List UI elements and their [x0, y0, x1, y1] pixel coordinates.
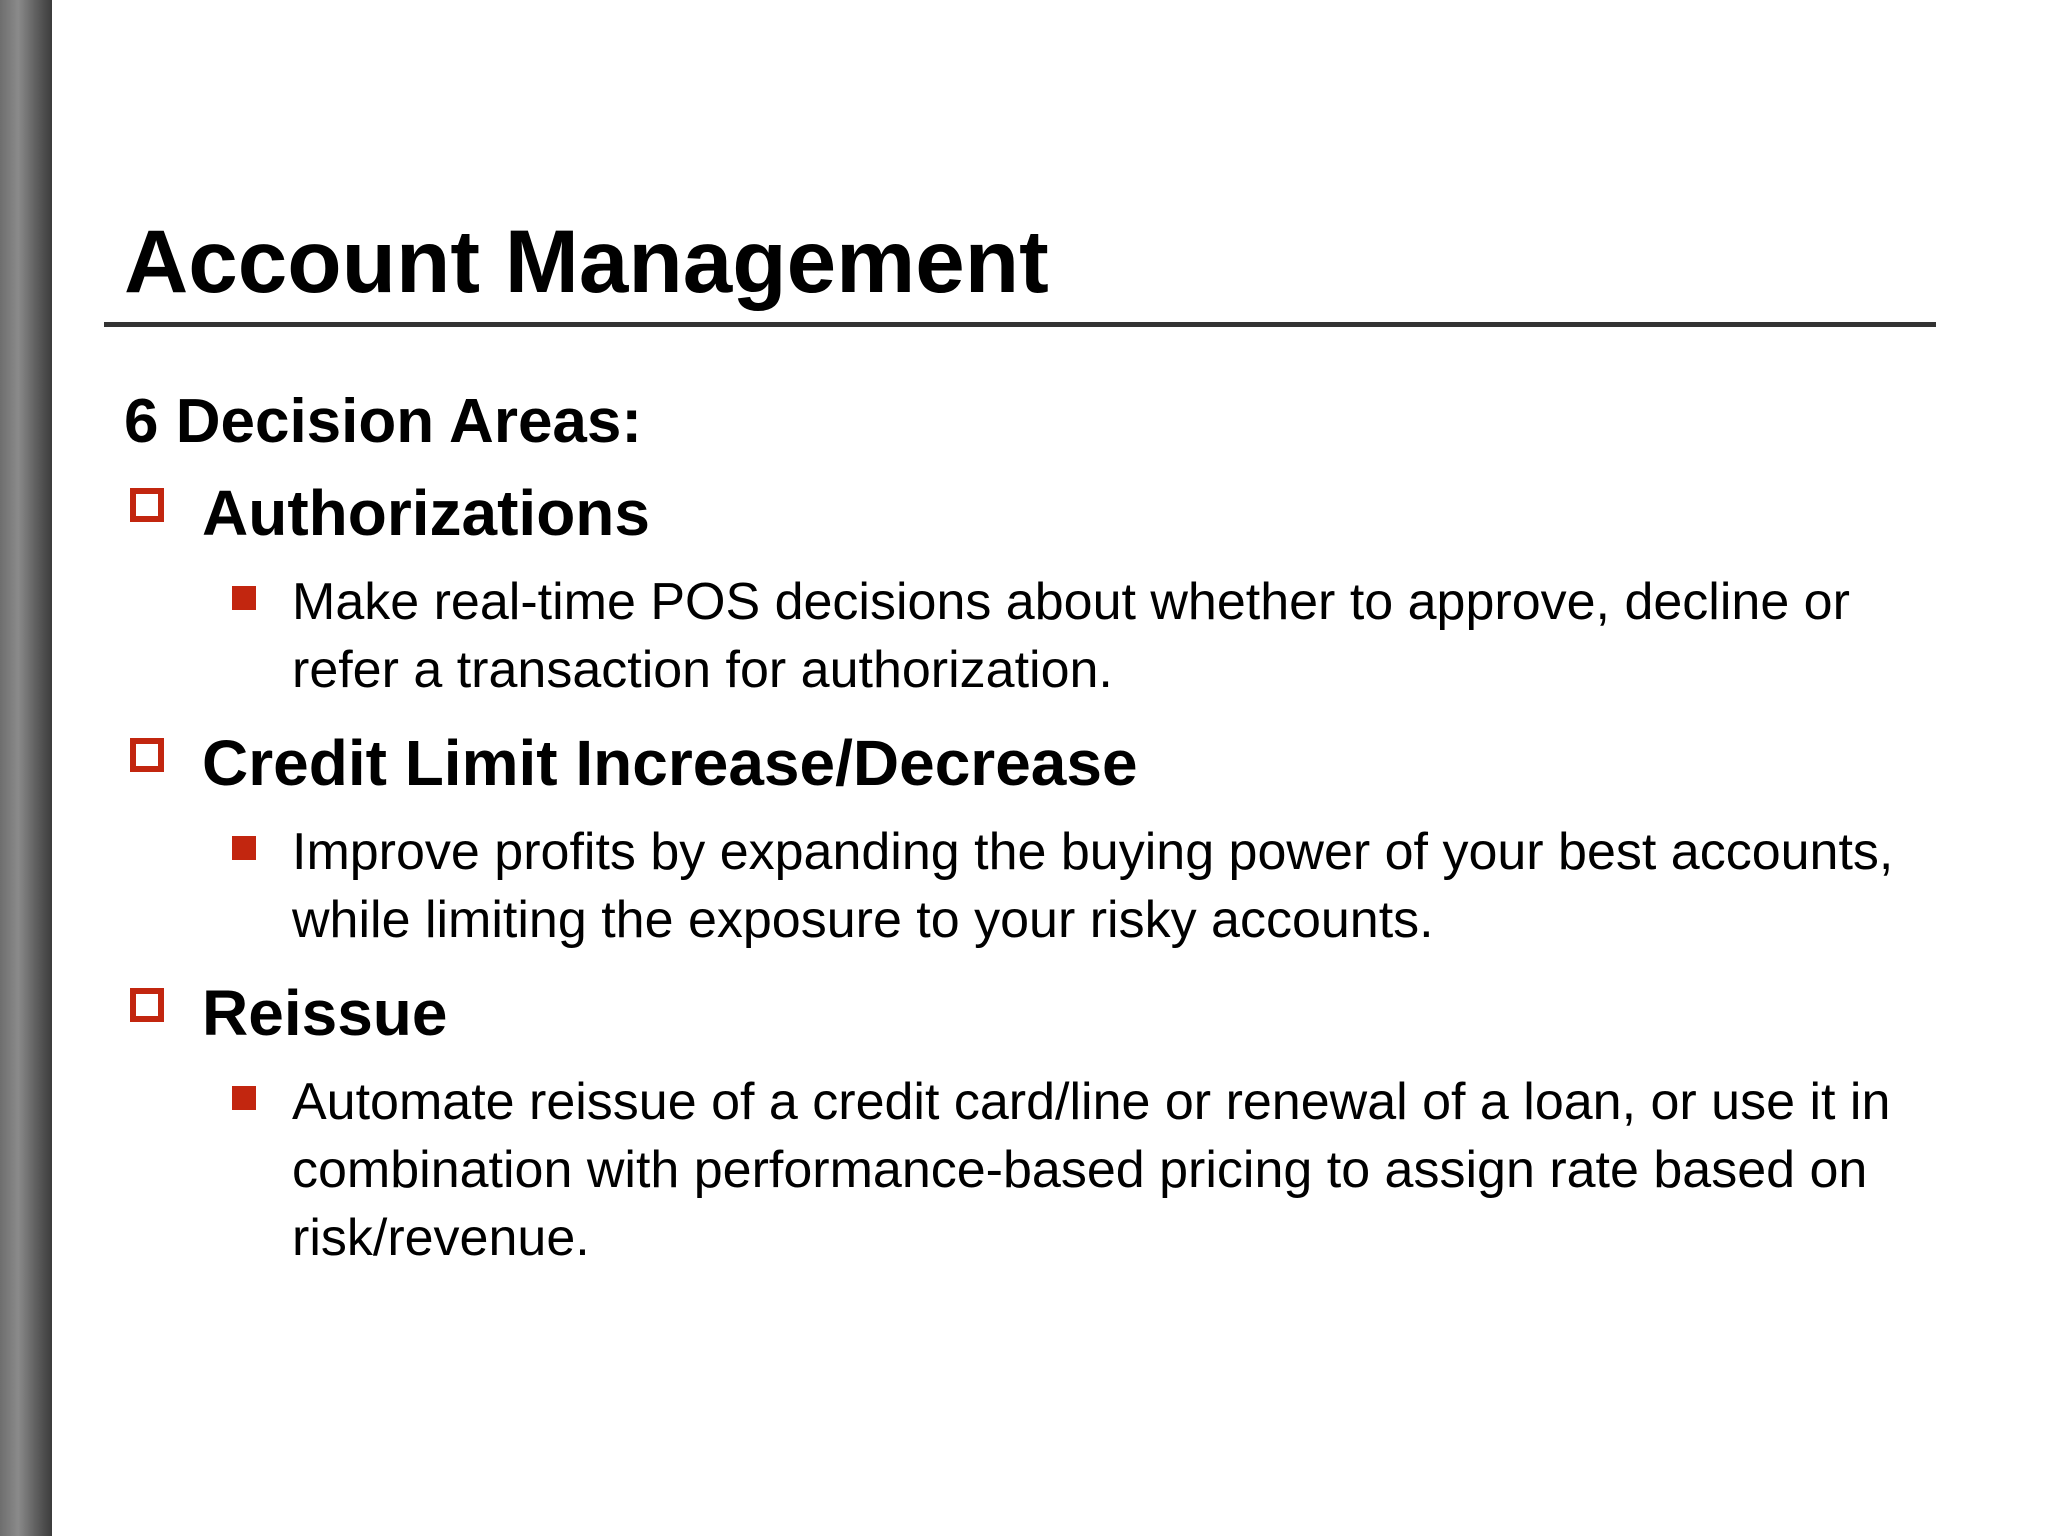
area-detail-authorizations: Make real-time POS decisions about whether to approve, decline or refer a transaction for authorization.	[292, 573, 1850, 699]
area-heading-authorizations: Authorizations	[202, 477, 650, 549]
filled-square-bullet-icon	[232, 1086, 256, 1110]
title-underline	[104, 322, 1936, 327]
hollow-square-bullet-icon	[130, 988, 164, 1022]
hollow-square-bullet-icon	[130, 738, 164, 772]
hollow-square-bullet-icon	[130, 488, 164, 522]
filled-square-bullet-icon	[232, 836, 256, 860]
side-bar-decoration	[0, 0, 52, 1536]
area-detail-credit-limit: Improve profits by expanding the buying power of your best accounts, while limiting the exposure to your risky accounts.	[292, 823, 1894, 949]
area-heading-credit-limit: Credit Limit Increase/Decrease	[202, 727, 1138, 799]
filled-square-bullet-icon	[232, 586, 256, 610]
slide-title: Account Management	[124, 211, 1049, 311]
slide-subtitle: 6 Decision Areas:	[124, 387, 643, 456]
area-detail-reissue: Automate reissue of a credit card/line or renewal of a loan, or use it in combination with performance-based pricing to assign rate based on risk/revenue.	[292, 1073, 1891, 1267]
area-heading-reissue: Reissue	[202, 977, 448, 1049]
